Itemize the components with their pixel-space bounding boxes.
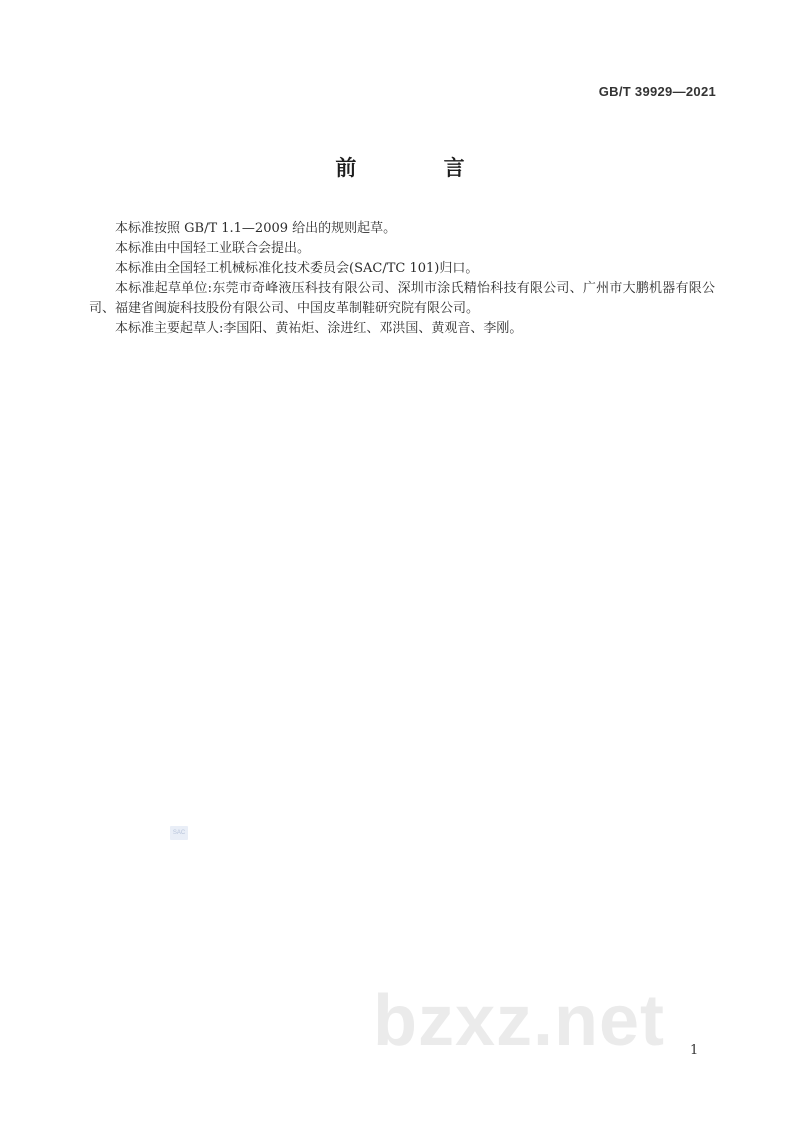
standard-number: GB/T 39929—2021 <box>598 84 716 99</box>
paragraph-drafters: 本标准主要起草人:李国阳、黄祐炬、涂进红、邓洪国、黄观音、李刚。 <box>115 321 523 336</box>
paragraph-drafting-units: 本标准起草单位:东莞市奇峰液压科技有限公司、深圳市涂氏精怡科技有限公司、广州市大鹏机器有限公司、福建省闽旋科技股份有限公司、中国皮革制鞋研究院有限公司。 <box>89 281 715 316</box>
page-title: 前 言 <box>335 156 505 180</box>
watermark-logo-text: SAC <box>172 830 186 836</box>
page-number: 1 <box>690 1043 699 1058</box>
paragraph-drafting-rules: 本标准按照 GB/T 1.1—2009 给出的规则起草。 <box>115 221 397 236</box>
watermark-text: bzxz.net <box>373 981 666 1061</box>
paragraph-proposer: 本标准由中国轻工业联合会提出。 <box>115 241 311 256</box>
foreword-body <box>89 219 715 339</box>
watermark-logo <box>170 826 188 840</box>
paragraph-technical-committee: 本标准由全国轻工机械标准化技术委员会(SAC/TC 101)归口。 <box>115 261 479 276</box>
